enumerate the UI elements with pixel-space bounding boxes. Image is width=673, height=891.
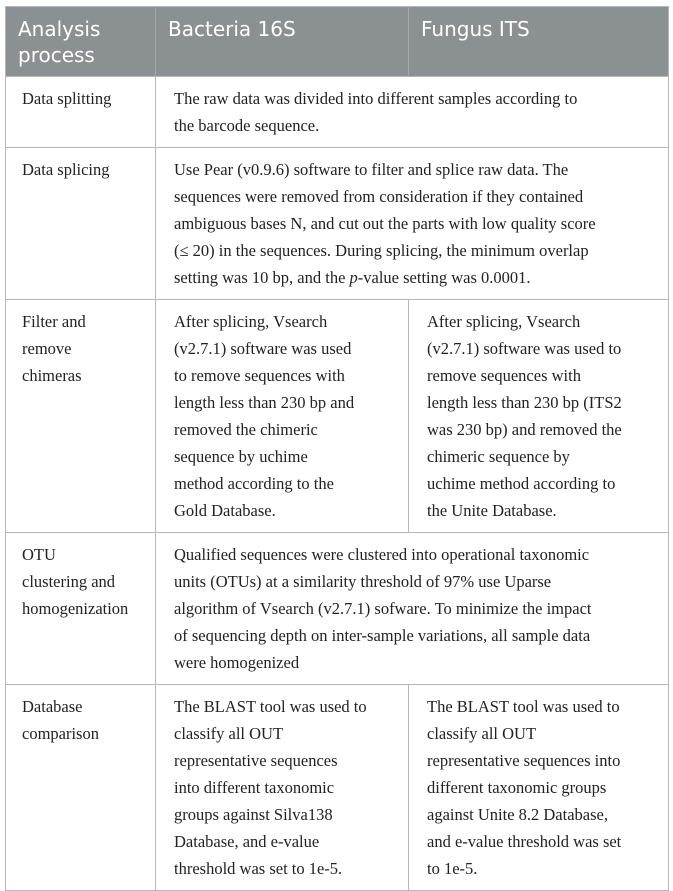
row-text: The raw data was divided into different samples according to the barcode sequence. bbox=[156, 77, 669, 148]
header-fungus-its: Fungus ITS bbox=[409, 7, 669, 77]
row-text-italic: p bbox=[349, 268, 358, 287]
header-bacteria-16s: Bacteria 16S bbox=[156, 7, 409, 77]
table-row bbox=[6, 533, 669, 685]
fungus-cell: The BLAST tool was used to classify all OUT representative sequences into different taxonomic groups against Unite 8.2 Database, and e-value threshold was set to 1e-5. bbox=[409, 685, 669, 891]
row-label: Database comparison bbox=[6, 685, 156, 891]
row-text-part: Use Pear (v0.9.6) software to filter and splice raw data. The sequences were removed from consideration if they contained ambiguous bases N, and cut out the parts with low quality score (≤ 20) in the sequences. During splicing, the minimum overlap setting was 10 bp, and the bbox=[174, 160, 596, 287]
table-row bbox=[6, 77, 669, 148]
header-row bbox=[6, 7, 669, 77]
table-row bbox=[6, 300, 669, 533]
row-label: OTU clustering and homogenization bbox=[6, 533, 156, 685]
bacteria-cell: After splicing, Vsearch (v2.7.1) software was used to remove sequences with length less than 230 bp and removed the chimeric sequence by uchime method according to the Gold Database. bbox=[156, 300, 409, 533]
row-text: Qualified sequences were clustered into operational taxonomic units (OTUs) at a similarity threshold of 97% use Uparse algorithm of Vsearch (v2.7.1) sofware. To minimize the impact of sequencing depth on inter-sample variations, all sample data were homogenized bbox=[156, 533, 669, 685]
row-label: Filter and remove chimeras bbox=[6, 300, 156, 533]
table-row bbox=[6, 685, 669, 891]
fungus-cell: After splicing, Vsearch (v2.7.1) software was used to remove sequences with length less than 230 bp (ITS2 was 230 bp) and removed the chimeric sequence by uchime method according to the Unite Database. bbox=[409, 300, 669, 533]
row-label: Data splitting bbox=[6, 77, 156, 148]
header-analysis-process: Analysis process bbox=[6, 7, 156, 77]
row-text bbox=[156, 148, 669, 300]
row-text-part: -value setting was 0.0001. bbox=[357, 268, 531, 287]
bacteria-cell: The BLAST tool was used to classify all OUT representative sequences into different taxonomic groups against Silva138 Database, and e-value threshold was set to 1e-5. bbox=[156, 685, 409, 891]
analysis-process-table bbox=[5, 6, 669, 891]
table-row bbox=[6, 148, 669, 300]
row-label: Data splicing bbox=[6, 148, 156, 300]
